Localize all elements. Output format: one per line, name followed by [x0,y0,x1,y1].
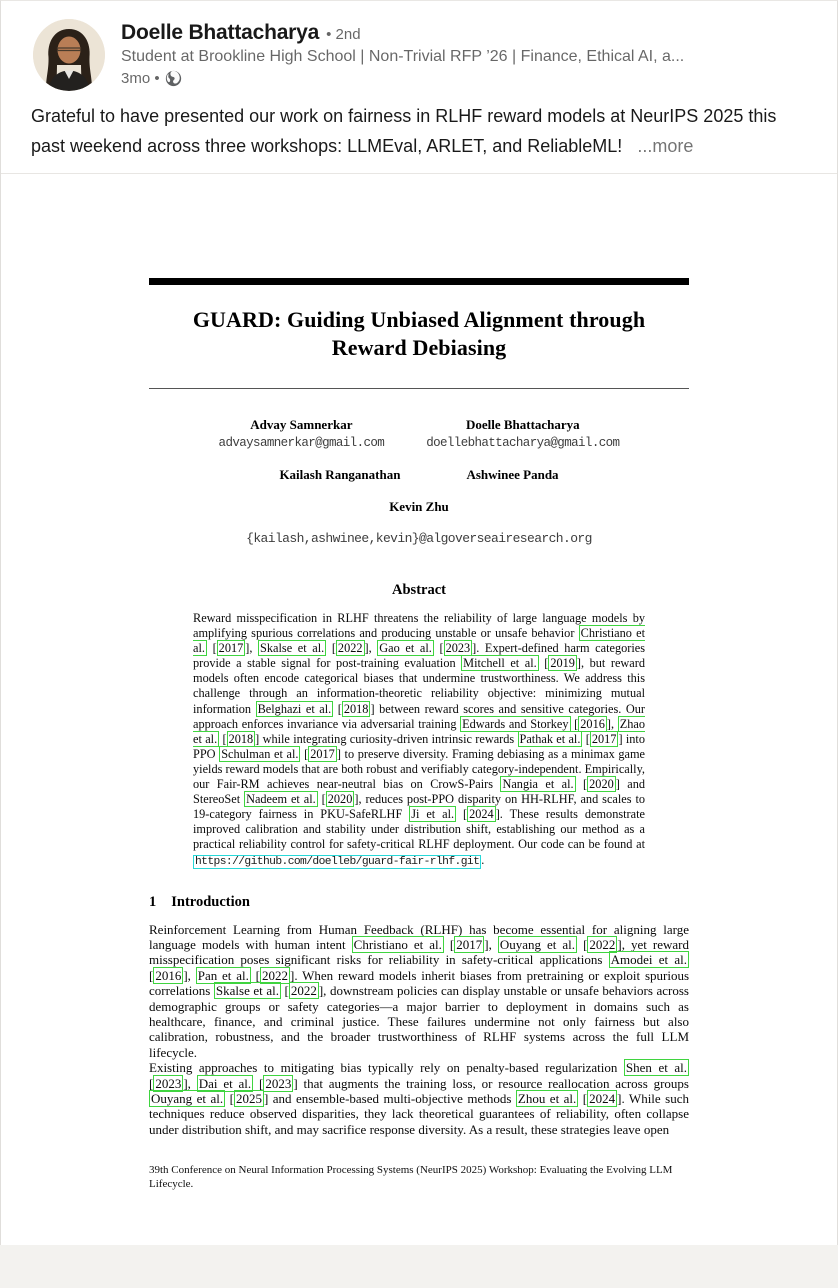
citation-box: 2022 [262,967,288,983]
citation-box: Skalse et al. [215,983,279,999]
intro-paragraph-2: Existing approaches to mitigating bias typically rely on penalty-based regularization Shen et al. [ 2023 ], Dai et al. [ 2023 ] that augments the training loss, or resource reallocation across groups Ouyang et al. [ 2025 ] and ensemble-based multi-objective methods Zhou et al. [ 2024 ]. While such techniques reduce observed disparities, they lack theoretical guarantees of reliability, often collapse under distribution shift, and may sacrifice response diversity. As a result, these strategies leave open [149,1060,689,1137]
author-name-4: Ashwinee Panda [466,467,559,482]
citation-box: 2018 [343,701,369,716]
citation-box: Christiano et al. [193,626,645,656]
author-name-1: Advay Samnerkar [250,417,353,432]
post-body [1,91,837,161]
citation-box: Ouyang et al. [499,937,576,952]
author-block [219,417,385,450]
paper-authors [149,417,689,546]
intro-paragraph-1: Reinforcement Learning from Human Feedback (RLHF) has become essential for aligning large language models with human intent Christiano et al. [ 2017 ], Ouyang et al. [ 2022 ], yet reward misspecification poses significant risks for reliability in safety-critical applications Amodei et al. [ 2016 ], Pan et al. [ 2022 ]. When reward models inherit biases from pretraining or exploit spurious correlations Skalse et al. [ 2022 ], downstream policies can display unstable or unsafe behaviors across demographic groups or safety categories—a major barrier to deployment in domains such as healthcare, finance, and criminal justice. These failures undermine not only fairness but also calibration, robustness, and the broader trustworthiness of RLHF systems across the full LLM lifecycle. [149,921,690,1060]
citation-box: Gao et al. [379,641,432,656]
citation-box: 2019 [550,656,575,671]
post-timestamp: 3mo • [121,70,160,87]
citation-box: 2024 [469,807,494,822]
citation-box: Amodei et al. [610,952,687,968]
citation-box: 2022 [337,641,363,656]
connection-degree: • 2nd [326,26,361,43]
citation-box: Edwards and Storkey [462,716,569,731]
code-url-link: https://github.com/doelleb/guard-fair-rlhf.git [195,855,480,868]
author-name-5: Kevin Zhu [389,499,449,514]
citation-box: 2017 [218,641,244,656]
section-heading-introduction [149,894,689,911]
document-preview[interactable] [1,174,837,1245]
citation-box: Zhou et al. [517,1091,577,1107]
paper-title-rule [149,388,689,389]
abstract-heading: Abstract [392,582,446,598]
globe-icon [165,70,182,87]
citation-box: 2025 [235,1091,262,1107]
citation-box: 2017 [591,731,617,746]
citation-box: 2020 [327,792,353,807]
citation-box: Belghazi et al. [257,701,332,716]
paper-title: GUARD: Guiding Unbiased Alignment through Reward Debiasing [192,307,646,360]
citation-box: 2023 [155,1075,182,1091]
author-email-1: advaysamnerkar@gmail.com [218,436,385,450]
section-number: 1 [149,893,157,910]
citation-box: 2023 [265,1075,292,1091]
citation-box: Dai et al. [198,1075,252,1091]
authors-row-2 [149,467,689,483]
citation-box: Pathak et al. [519,731,581,746]
citation-box: Ouyang et al. [151,1091,224,1107]
author-name-3: Kailash Ranganathan [279,467,401,482]
citation-box: 2022 [589,937,616,952]
citation-box: Nadeem et al. [246,792,316,807]
citation-box: 2024 [589,1091,616,1107]
abstract-text: Reward misspecification in RLHF threatens the reliability of large language models by amplifying spurious correlations and producing unstable or unsafe behavior Christiano et al. [ 2017 ], Skalse et al. [ 2022 ], Gao et al. [ 2023 ]. Expert-defined harm categories provide a stable signal for post-training evaluation Mitchell et al. [ 2019 ], but reward models often encode categorical biases that undermine trustworthiness. We address this challenge through an information-theoretic reliability objective: minimizing mutual information Belghazi et al. [ 2018 ] between reward scores and sensitive categories. Our approach enforces invariance via adversarial training Edwards and Storkey [ 2016 ], Zhao et al. [ 2018 ] while integrating curiosity-driven intrinsic rewards Pathak et al. [ 2017 ] into PPO Schulman et al. [ 2017 ] to preserve diversity. Framing debiasing as a minimax game yields reward models that are both robust and verifiably category-independent. Empirically, our Fair-RM achieves near-neutral bias on CrowS-Pairs Nangia et al. [ 2020 ] and StereoSet Nadeem et al. [ 2020 ], reduces post-PPO disparity on HH-RLHF, and scales to 19-category fairness in PKU-SafeRLHF Ji et al. [ 2024 ]. These results demonstrate improved calibration and stability under distribution shift, establishing our method as a practical reliability control for safety-critical RLHF deployment. Our code can be found at https://github.com/doelleb/guard-fair-rlhf.git . [193,611,646,868]
name-row [121,21,684,45]
citation-box: 2017 [456,937,483,952]
citation-box: Mitchell et al. [463,656,537,671]
avatar[interactable] [33,19,105,91]
citation-box: 2020 [589,777,614,792]
citation-box: 2023 [445,641,471,656]
conference-footnote: 39th Conference on Neural Information Processing Systems (NeurIPS 2025) Workshop: Evaluating the Evolving LLM Lifecycle. [149,1164,673,1191]
citation-box: 2017 [310,746,335,761]
author-name-2: Doelle Bhattacharya [465,417,580,432]
avatar-image [33,19,105,91]
author-block [426,417,619,450]
citation-box: Zhao et al. [193,716,645,746]
citation-box: 2016 [155,967,182,983]
citation-box: Christiano et al. [353,937,442,952]
citation-box: Shen et al. [625,1060,688,1076]
citation-box: 2022 [290,983,317,999]
paper-page [149,278,689,1191]
shared-email: {kailash,ashwinee,kevin}@algoverseairesearch.org [246,531,592,546]
post-header [1,1,837,91]
page-background-strip [0,1245,838,1255]
authors-row-3 [149,498,689,516]
author-headline: Student at Brookline High School | Non-Trivial RFP ’26 | Finance, Ethical AI, a... [121,48,685,65]
citation-box: Ji et al. [411,807,455,822]
section-title: Introduction [171,893,250,910]
post-header-text [121,19,684,91]
authors-row-1 [149,417,689,450]
citation-box: Nangia et al. [502,777,574,792]
citation-box: 2016 [580,716,605,731]
citation-box: Pan et al. [197,967,249,983]
author-email-2: doellebhattacharya@gmail.com [426,436,620,450]
citation-box: Skalse et al. [260,641,325,656]
paper-top-rule [149,278,689,285]
see-more-button[interactable]: ...more [637,136,694,156]
post-meta [121,70,684,87]
author-name[interactable]: Doelle Bhattacharya [121,21,320,44]
post-text: Grateful to have presented our work on fairness in RLHF reward models at NeurIPS 2025 this past weekend across three workshops: LLMEval, ARLET, and ReliableML! [31,106,777,156]
citation-box: 2018 [228,731,254,746]
citation-box: Schulman et al. [221,746,299,761]
